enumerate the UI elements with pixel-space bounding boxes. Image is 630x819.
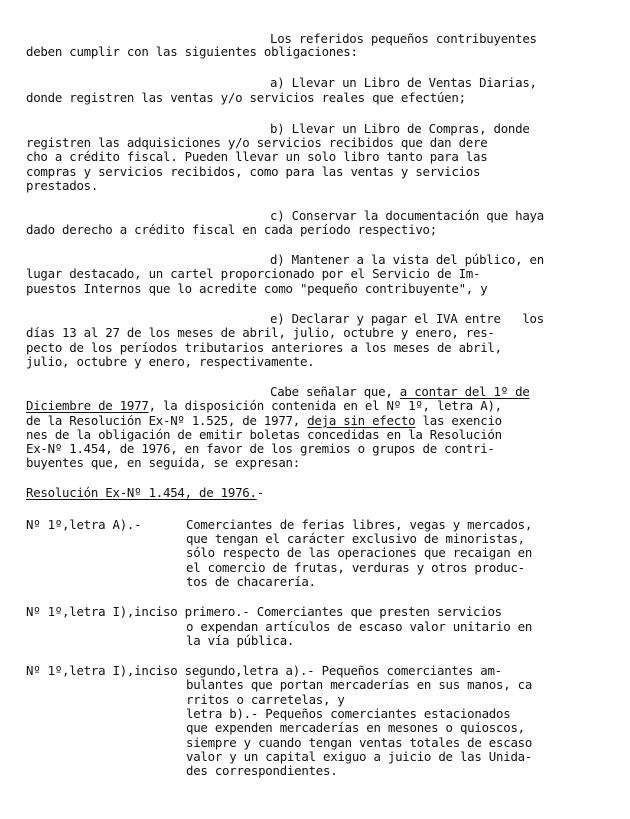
- resolution-heading-suffix: -: [256, 485, 264, 500]
- item-i2-line-5: que expenden mercaderías en mesones o quioscos,: [186, 720, 525, 735]
- item-a-line-5: tos de chacarería.: [186, 574, 316, 589]
- obligation-d-line-3: puestos Internos que lo acredite como "pequeño contribuyente", y: [26, 281, 488, 296]
- obligation-c-line-1: c) Conservar la documentación que haya: [270, 208, 544, 223]
- note-deja-sin-efecto-underlined: deja sin efecto: [307, 413, 416, 428]
- item-a-line-4: el comercio de frutas, verduras y otros produc-: [186, 560, 525, 575]
- item-a-line-1: Comerciantes de ferias libres, vegas y mercados,: [186, 517, 533, 532]
- obligation-b-line-1: b) Llevar un Libro de Compras, donde: [270, 121, 530, 136]
- item-i1-line-2: o expendan artículos de escaso valor unitario en: [186, 619, 533, 634]
- obligation-b-line-4: compras y servicios recibidos, como para las ventas y servicios: [26, 164, 481, 179]
- obligation-d-line-1: d) Mantener a la vista del público, en: [270, 252, 544, 267]
- item-i2-label-line: [26, 664, 502, 678]
- note-line-4: nes de la obligación de emitir boletas concedidas en la Resolución: [26, 427, 502, 442]
- item-i2-line-2: bulantes que portan mercaderías en sus manos, ca: [186, 677, 533, 692]
- item-i2-line-3: rritos o carretelas, y: [186, 692, 345, 707]
- note-line-3: [26, 414, 502, 428]
- obligation-c-line-2: dado derecho a crédito fiscal en cada período respectivo;: [26, 222, 437, 237]
- item-i2-line-7: valor y un capital exiguo a juicio de las Unida-: [186, 749, 533, 764]
- item-i2-line-4: letra b).- Pequeños comerciantes estacionados: [186, 706, 511, 721]
- note-line-5: Ex-Nº 1.454, de 1976, en favor de los gremios o grupos de contri-: [26, 441, 495, 456]
- note-date-end-underlined: Diciembre de 1977: [26, 398, 149, 413]
- obligation-b-line-5: prestados.: [26, 178, 99, 193]
- note-date-start-underlined: a contar del 1º de: [399, 384, 530, 399]
- obligation-b-line-3: cho a crédito fiscal. Pueden llevar un solo libro tanto para las: [26, 149, 488, 164]
- note-line-1: [270, 385, 530, 399]
- intro-line-2: deben cumplir con las siguientes obligaciones:: [26, 44, 358, 59]
- obligation-d-line-2: lugar destacado, un cartel proporcionado por el Servicio de Im-: [26, 266, 481, 281]
- note-line-2: [26, 399, 502, 413]
- item-i2-text: Pequeños comerciantes am-: [321, 663, 502, 678]
- resolution-heading-underlined: Resolución Ex-Nº 1.454, de 1976.: [26, 485, 257, 500]
- item-a-line-3: sólo respecto de las operaciones que recaigan en: [186, 545, 533, 560]
- note-line-3-text: de la Resolución Ex-Nº 1.525, de 1977,: [26, 413, 308, 428]
- obligation-e-line-3: pecto de los períodos tributarios anteriores a los meses de abril,: [26, 340, 502, 355]
- item-i1-line-3: la vía pública.: [186, 633, 295, 648]
- item-i1-label-line: [26, 605, 502, 619]
- note-line-1-text: Cabe señalar que,: [270, 384, 400, 399]
- obligation-e-line-2: días 13 al 27 de los meses de abril, julio, octubre y enero, res-: [26, 325, 495, 340]
- obligation-a-line-2: donde registren las ventas y/o servicios reales que efectúen;: [26, 90, 466, 105]
- item-a-line-2: que tengan el carácter exclusivo de minoristas,: [186, 531, 525, 546]
- item-i1-label: Nº 1º,letra I),inciso primero.-: [26, 604, 250, 619]
- obligation-a-line-1: a) Llevar un Libro de Ventas Diarias,: [270, 75, 537, 90]
- intro-line-1: Los referidos pequeños contribuyentes: [270, 31, 537, 46]
- item-i2-line-6: siempre y cuando tengan ventas totales de escaso: [186, 735, 533, 750]
- item-i1-text: Comerciantes que presten servicios: [256, 604, 502, 619]
- note-line-3-tail: las exencio: [415, 413, 502, 428]
- obligation-b-line-2: registren las adquisiciones y/o servicios recibidos que dan dere: [26, 135, 488, 150]
- item-i2-label: Nº 1º,letra I),inciso segundo,letra a).-: [26, 663, 315, 678]
- item-i2-line-8: des correspondientes.: [186, 763, 338, 778]
- resolution-heading: [26, 486, 264, 500]
- note-line-2-text: , la disposición contenida en el Nº 1º, letra A),: [148, 398, 502, 413]
- note-line-6: buyentes que, en seguida, se expresan:: [26, 455, 300, 470]
- item-a-label: Nº 1º,letra A).-: [26, 517, 142, 532]
- obligation-e-line-4: julio, octubre y enero, respectivamente.: [26, 354, 315, 369]
- obligation-e-line-1: e) Declarar y pagar el IVA entre los: [270, 311, 544, 326]
